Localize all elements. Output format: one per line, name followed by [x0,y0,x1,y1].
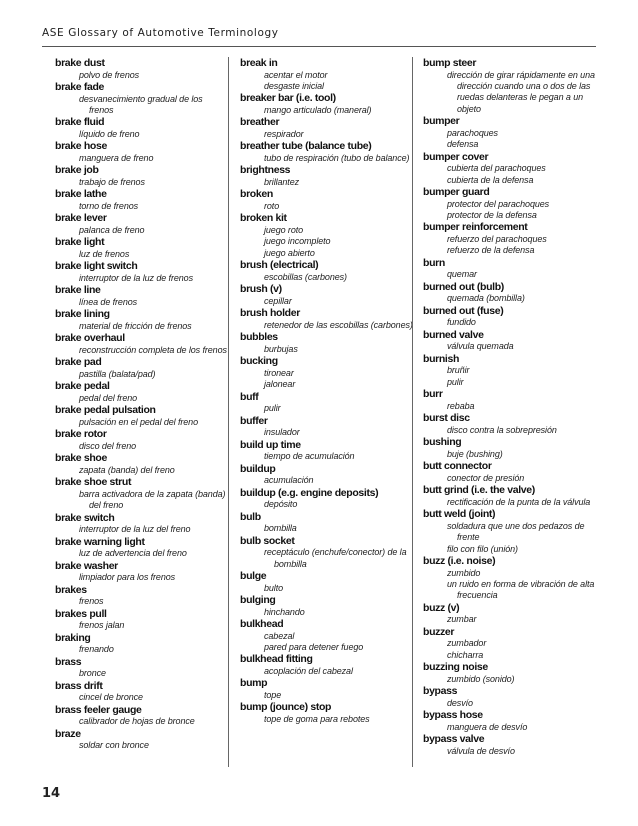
glossary-entry [55,140,229,164]
glossary-term: bump [240,677,268,690]
glossary-translation: conector de presión [447,472,525,483]
glossary-translation: cincel de bronce [79,692,143,703]
glossary-translation: pulir [447,376,464,387]
glossary-term: brass drift [55,679,103,692]
glossary-translation: zapata (banda) del freno [79,465,175,475]
glossary-term: bulkhead fitting [240,653,313,666]
column-divider [228,57,229,767]
glossary-term: braze [55,727,81,740]
glossary-translation: defensa [447,139,479,150]
glossary-entry [240,212,414,259]
glossary-term: burr [423,388,443,401]
glossary-term: breaker bar (i.e. tool) [240,92,336,105]
glossary-term: brass feeler gauge [55,703,142,716]
glossary-translation: soldadura que une dos pedazos de frente [447,520,585,543]
glossary-entry [55,236,229,260]
glossary-entry [423,329,597,353]
glossary-translation: reconstrucción completa de los frenos [79,345,227,355]
page-header-title: ASE Glossary of Automotive Terminology [42,27,279,39]
glossary-entry [423,602,597,626]
glossary-term: brake job [55,164,99,177]
glossary-term: brakes pull [55,607,107,620]
glossary-term: brake fade [55,81,105,93]
glossary-term: brake shoe [55,452,107,465]
glossary-translation: jalonear [264,379,296,390]
glossary-entry [423,661,597,685]
glossary-translation: bulto [264,582,284,593]
glossary-translation: pared para detener fuego [264,642,364,653]
glossary-term: brake pad [55,356,102,369]
glossary-term: breather tube (balance tube) [240,140,372,153]
glossary-translation: desvío [447,697,473,708]
glossary-translation: brillantez [264,177,300,187]
glossary-translation: acentar el motor [264,69,328,80]
glossary-column-1 [55,57,229,752]
glossary-term: butt grind (i.e. the valve) [423,484,535,497]
glossary-entry [55,284,229,308]
glossary-translation: cubierta del parachoques [447,163,546,174]
glossary-term: brake warning light [55,535,145,548]
glossary-entry [55,404,229,428]
glossary-term: broken kit [240,212,287,225]
glossary-term: bucking [240,355,278,368]
glossary-translation: acoplación del cabezal [264,666,353,677]
glossary-translation: retenedor de las escobillas (carbones) [264,319,413,330]
glossary-term: brush holder [240,307,300,320]
glossary-term: bypass [423,685,458,698]
glossary-translation: luz de advertencia del freno [79,548,187,559]
glossary-translation: barra activadora de la zapata (banda) del freno [79,489,226,511]
glossary-translation: zumbador [447,638,487,649]
glossary-term: brakes [55,583,87,596]
glossary-entry [55,512,229,536]
glossary-translation: cepillar [264,295,292,306]
glossary-entry [423,460,597,484]
glossary-term: burnish [423,352,460,365]
glossary-term: buildup [240,462,276,475]
glossary-translation: soldar con bronce [79,740,149,751]
glossary-term: breather [240,116,280,129]
glossary-translation: buje (bushing) [447,448,503,459]
glossary-entry [240,355,414,390]
glossary-translation: línea de frenos [79,297,138,307]
glossary-translation: limpiador para los frenos [79,572,176,583]
glossary-term: bump steer [423,57,477,69]
glossary-entry [55,57,229,81]
glossary-term: buzz (v) [423,601,460,614]
glossary-translation: cubierta de la defensa [447,174,534,185]
glossary-translation: desvanecimiento gradual de los frenos [79,93,203,115]
glossary-entry [55,536,229,560]
glossary-translation: quemar [447,269,477,280]
glossary-translation: refuerzo de la defensa [447,245,535,256]
glossary-translation: bronce [79,668,106,679]
glossary-term: buzz (i.e. noise) [423,555,496,568]
glossary-entry [423,115,597,150]
glossary-entry [240,92,414,116]
glossary-translation: palanca de freno [79,225,145,235]
glossary-entry [240,331,414,355]
glossary-term: bulge [240,570,267,583]
glossary-translation: protector de la defensa [447,210,537,221]
glossary-term: brake lining [55,308,110,321]
glossary-entry [240,259,414,283]
glossary-entry [240,116,414,140]
glossary-entry [55,728,229,752]
glossary-entry [423,733,597,757]
glossary-term: braking [55,631,91,644]
glossary-translation: refuerzo del parachoques [447,234,547,245]
glossary-translation: insulador [264,427,300,438]
glossary-entry [55,428,229,452]
glossary-translation: tope [264,690,282,701]
glossary-translation: dirección de girar rápidamente en una dirección cuando una o dos de las ruedas delanteras le pegan a un objeto [447,69,595,114]
glossary-translation: respirador [264,129,304,139]
glossary-entry [55,81,229,116]
glossary-entry [240,188,414,212]
glossary-entry [423,151,597,186]
glossary-term: brush (v) [240,283,282,296]
glossary-translation: zumbido [447,567,481,578]
glossary-translation: válvula quemada [447,341,514,352]
glossary-entry [423,436,597,460]
header-divider [42,46,596,47]
glossary-entry [240,653,414,677]
glossary-entry [240,140,414,164]
glossary-translation: escobillas (carbones) [264,271,347,282]
glossary-translation: pastilla (balata/pad) [79,369,156,379]
glossary-term: brake pedal [55,380,110,393]
glossary-entry [423,709,597,733]
glossary-entry [240,618,414,653]
glossary-term: bypass valve [423,733,485,746]
glossary-term: bypass hose [423,709,483,722]
glossary-entry [240,415,414,439]
glossary-entry [55,632,229,656]
glossary-translation: interruptor de la luz del freno [79,524,191,535]
glossary-translation: líquido de freno [79,129,140,139]
glossary-term: buzzing noise [423,661,488,674]
glossary-entry [55,260,229,284]
glossary-translation: receptáculo (enchufe/conector) de la bombilla [264,547,407,569]
glossary-translation: tiempo de acumulación [264,451,355,462]
glossary-translation: bruñir [447,365,470,376]
glossary-entry [55,380,229,404]
glossary-term: brake hose [55,140,107,153]
glossary-term: bulb [240,510,261,523]
glossary-translation: rectificación de la punta de la válvula [447,496,591,507]
glossary-term: brake light switch [55,260,138,273]
glossary-translation: interruptor de la luz de frenos [79,273,193,283]
glossary-entry [55,212,229,236]
glossary-translation: cabezal [264,630,295,641]
glossary-entry [55,308,229,332]
glossary-term: break in [240,57,278,69]
glossary-entry [240,594,414,618]
glossary-term: bubbles [240,331,278,344]
glossary-entry [423,257,597,281]
glossary-entry [240,463,414,487]
glossary-term: bushing [423,436,462,449]
glossary-translation: parachoques [447,127,498,138]
glossary-translation: fundido [447,317,476,328]
glossary-translation: acumulación [264,475,314,486]
glossary-translation: manguera de freno [79,153,154,163]
glossary-entry [55,608,229,632]
glossary-term: burst disc [423,412,470,425]
glossary-translation: juego abierto [264,247,315,258]
glossary-entry [423,508,597,555]
glossary-entry [423,388,597,412]
glossary-translation: depósito [264,499,298,510]
glossary-translation: tubo de respiración (tubo de balance) [264,153,410,163]
glossary-translation: trabajo de frenos [79,177,145,187]
glossary-translation: mango articulado (maneral) [264,105,372,115]
glossary-entry [240,487,414,511]
glossary-entry [55,584,229,608]
glossary-entry [423,281,597,305]
glossary-term: brake shoe strut [55,476,132,489]
glossary-translation: tope de goma para rebotes [264,714,370,725]
glossary-translation: roto [264,201,280,211]
glossary-translation: rebaba [447,400,475,411]
glossary-term: bulging [240,594,276,607]
glossary-term: brake fluid [55,116,105,129]
glossary-translation: zumbar [447,614,477,625]
glossary-term: brake line [55,284,101,297]
glossary-entry [240,701,414,725]
glossary-entry [55,476,229,511]
glossary-entry [423,412,597,436]
glossary-entry [423,305,597,329]
glossary-translation: válvula de desvío [447,745,515,756]
glossary-entry [423,353,597,388]
glossary-term: burn [423,256,445,269]
glossary-entry [55,188,229,212]
glossary-translation: manguera de desvío [447,721,528,732]
glossary-entry [240,164,414,188]
glossary-translation: juego incompleto [264,236,331,247]
glossary-entry [240,677,414,701]
glossary-term: bumper cover [423,150,489,163]
glossary-term: brush (electrical) [240,259,319,272]
glossary-translation: desgaste inicial [264,81,324,91]
glossary-translation: polvo de frenos [79,69,140,80]
glossary-translation: filo con filo (unión) [447,543,518,554]
glossary-translation: luz de frenos [79,249,130,259]
glossary-term: brake overhaul [55,332,125,345]
glossary-entry [55,560,229,584]
glossary-translation: juego roto [264,225,304,235]
glossary-entry [55,704,229,728]
glossary-entry [423,186,597,221]
glossary-entry [423,57,597,115]
glossary-term: burned out (bulb) [423,280,504,293]
glossary-translation: quemada (bombilla) [447,293,525,304]
glossary-entry [240,57,414,92]
glossary-entry [55,164,229,188]
glossary-term: buff [240,390,259,403]
glossary-term: bumper reinforcement [423,221,528,234]
glossary-term: brightness [240,164,291,177]
glossary-entry [423,685,597,709]
glossary-translation: torno de frenos [79,201,139,211]
glossary-entry [55,452,229,476]
glossary-entry [423,221,597,256]
glossary-term: bulkhead [240,618,284,631]
glossary-term: build up time [240,438,301,451]
glossary-entry [240,283,414,307]
glossary-term: bumper guard [423,186,490,199]
glossary-entry [423,484,597,508]
glossary-entry [423,626,597,661]
glossary-translation: pedal del freno [79,393,138,403]
glossary-translation: burbujas [264,343,298,354]
glossary-term: buffer [240,414,268,427]
glossary-term: butt weld (joint) [423,508,496,521]
glossary-term: burned valve [423,328,484,341]
glossary-translation: frenos [79,596,104,607]
glossary-entry [55,656,229,680]
glossary-term: brake pedal pulsation [55,404,156,417]
glossary-translation: bombilla [264,523,297,534]
glossary-entry [240,570,414,594]
glossary-translation: un ruido en forma de vibración de alta frecuencia [447,579,595,601]
glossary-entry [240,439,414,463]
glossary-term: burned out (fuse) [423,304,504,317]
glossary-term: broken [240,188,273,201]
glossary-translation: zumbido (sonido) [447,673,515,684]
glossary-entry [240,511,414,535]
glossary-translation: pulir [264,403,281,414]
glossary-term: brake lathe [55,188,107,201]
glossary-entry [55,332,229,356]
glossary-translation: frenos jalan [79,620,125,631]
glossary-translation: hinchando [264,606,305,617]
glossary-term: bump (jounce) stop [240,701,332,714]
glossary-translation: frenando [79,644,114,655]
glossary-term: brake light [55,236,105,249]
glossary-translation: tironear [264,367,294,378]
glossary-column-2 [240,57,414,725]
page-number: 14 [42,786,61,801]
glossary-translation: chicharra [447,649,484,660]
glossary-term: brake dust [55,57,105,69]
glossary-term: bulb socket [240,534,295,547]
glossary-entry [55,680,229,704]
glossary-translation: protector del parachoques [447,198,550,209]
glossary-term: brake rotor [55,428,107,441]
glossary-translation: material de fricción de frenos [79,321,192,331]
glossary-entry [55,356,229,380]
glossary-entry [55,116,229,140]
glossary-translation: pulsación en el pedal del freno [79,417,198,427]
glossary-entry [240,307,414,331]
glossary-translation: calibrador de hojas de bronce [79,716,195,727]
glossary-translation: disco contra la sobrepresión [447,424,557,435]
glossary-term: brass [55,655,82,668]
glossary-term: butt connector [423,460,492,473]
glossary-translation: disco del freno [79,441,137,451]
glossary-term: brake switch [55,511,115,524]
glossary-term: buzzer [423,625,455,638]
column-divider [412,57,413,767]
glossary-entry [240,535,414,570]
glossary-column-3 [423,57,597,757]
glossary-entry [240,391,414,415]
glossary-term: bumper [423,115,460,128]
glossary-term: buildup (e.g. engine deposits) [240,486,379,499]
glossary-term: brake lever [55,212,107,225]
glossary-entry [423,555,597,602]
glossary-term: brake washer [55,559,118,572]
